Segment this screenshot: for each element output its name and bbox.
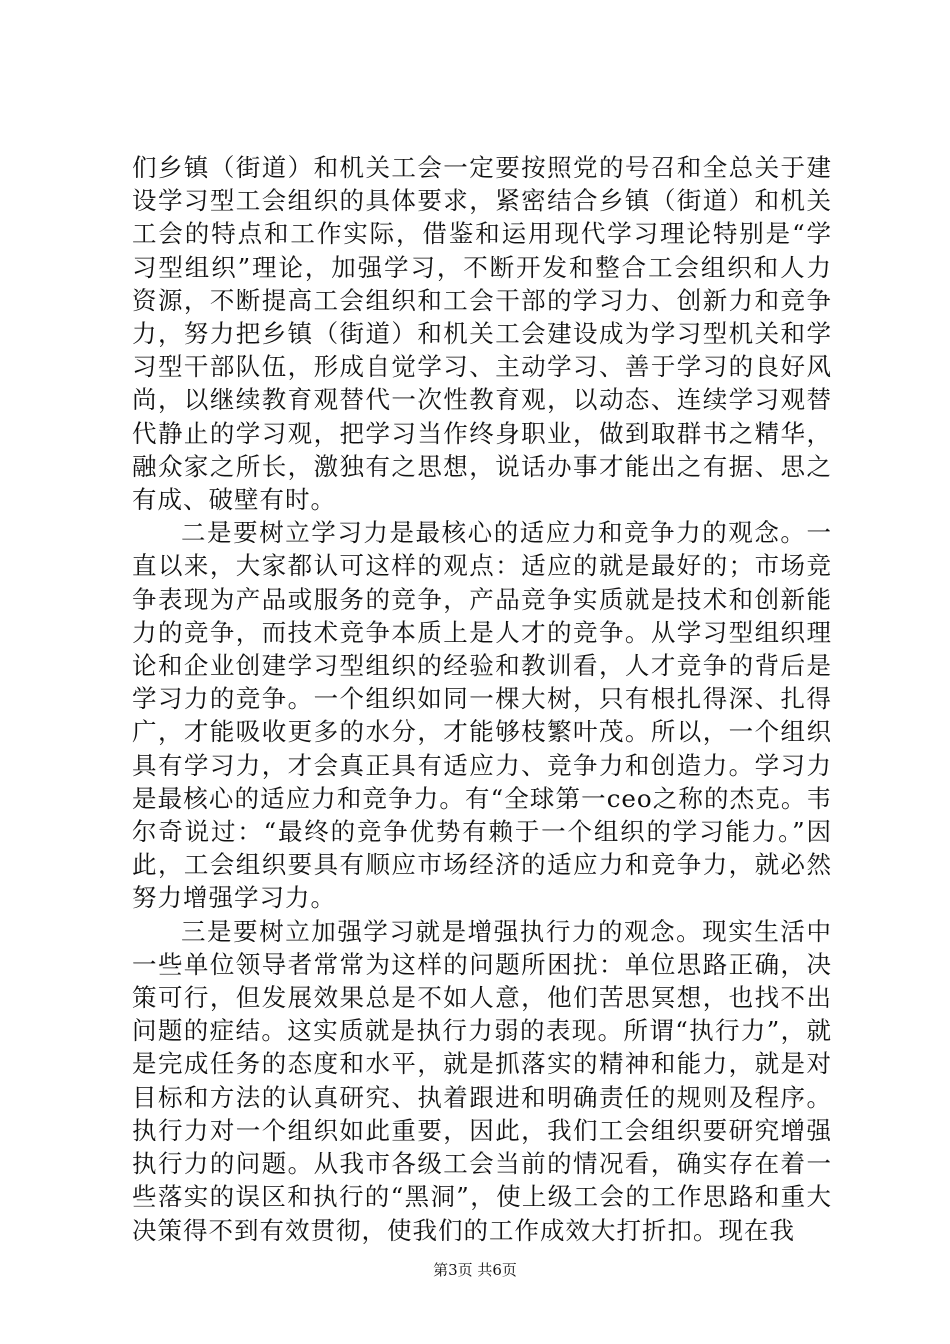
page-footer: 第3页 共6页 — [433, 1261, 517, 1279]
paragraph-execution-power: 三是要树立加强学习就是增强执行力的观念。现实生活中一些单位领导者常常为这样的问题所困扰：单位思路正确，决策可行，但发展效果总是不如人意，他们苦思冥想，也找不出问题的症结。这实质就是执行力弱的表现。所谓“执行力”，就是完成任务的态度和水平，就是抓落实的精神和能力，就是对目标和方法的认真研究、执着跟进和明确责任的规则及程序。执行力对一个组织如此重要，因此，我们工会组织要研究增强执行力的问题。从我市各级工会当前的情况看，确实存在着一些落实的误区和执行的“黑洞”，使上级工会的工作思路和重大决策得不到有效贯彻，使我们的工作成效大打折扣。现在我 — [132, 916, 832, 1245]
paragraph-continuation: 们乡镇（街道）和机关工会一定要按照党的号召和全总关于建设学习型工会组织的具体要求，紧密结合乡镇（街道）和机关工会的特点和工作实际，借鉴和运用现代学习理论特别是“学习型组织”理论，加强学习，不断开发和整合工会组织和人力资源，不断提高工会组织和工会干部的学习力、创新力和竞争力，努力把乡镇（街道）和机关工会建设成为学习型机关和学习型干部队伍，形成自觉学习、主动学习、善于学习的良好风尚，以继续教育观替代一次性教育观，以动态、连续学习观替代静止的学习观，把学习当作终身职业，做到取群书之精华，融众家之所长，激独有之思想，说话办事才能出之有据、思之有成、破壁有时。 — [132, 153, 832, 515]
paragraph-learning-power: 二是要树立学习力是最核心的适应力和竞争力的观念。一直以来，大家都认可这样的观点：适应的就是最好的；市场竞争表现为产品或服务的竞争，产品竞争实质就是技术和创新能力的竞争，而技术竞争本质上是人才的竞争。从学习型组织理论和企业创建学习型组织的经验和教训看，人才竞争的背后是学习力的竞争。一个组织如同一棵大树，只有根扎得深、扎得广，才能吸收更多的水分，才能够枝繁叶茂。所以，一个组织具有学习力，才会真正具有适应力、竞争力和创造力。学习力是最核心的适应力和竞争力。有“全球第一ceo之称的杰克。韦尔奇说过：“最终的竞争优势有赖于一个组织的学习能力。”因此，工会组织要具有顺应市场经济的适应力和竞争力，就必然努力增强学习力。 — [132, 518, 832, 913]
document-body — [132, 151, 832, 1247]
